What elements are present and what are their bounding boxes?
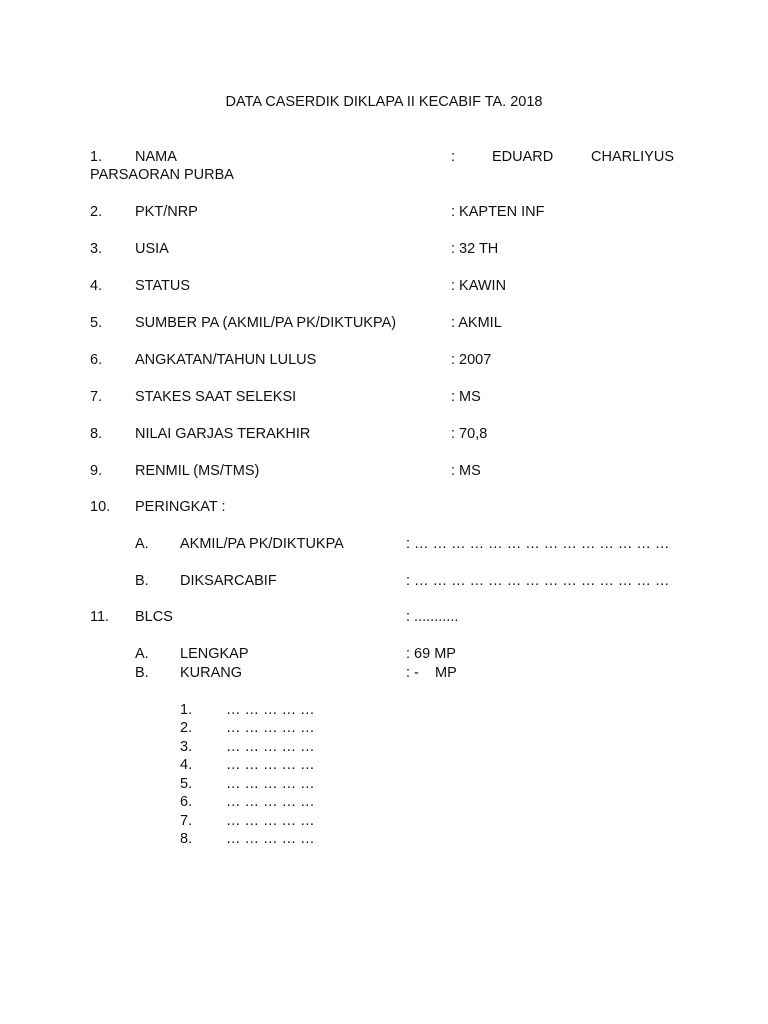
item-8-number: 8. [90,426,103,442]
page-title: DATA CASERDIK DIKLAPA II KECABIF TA. 2018 [225,94,543,110]
list-item-number: 7. [180,813,193,829]
blcs-a-label: LENGKAP [180,646,249,662]
item-5-label: SUMBER PA (AKMIL/PA PK/DIKTUKPA) [135,315,397,331]
item-4-number: 4. [90,278,103,294]
item-9-label: RENMIL (MS/TMS) [135,463,260,479]
item-9-value: : MS [451,463,481,479]
item-10-number: 10. [90,499,111,515]
item-6-label: ANGKATAN/TAHUN LULUS [135,352,317,368]
item-11-number: 11. [90,609,110,625]
item-4-value: : KAWIN [451,278,507,294]
item-1-value-first: EDUARD [492,149,554,165]
list-item-number: 2. [180,720,193,736]
item-1-number: 1. [90,149,103,165]
item-8-label: NILAI GARJAS TERAKHIR [135,426,311,442]
item-3-label: USIA [135,241,169,257]
item-8-value: : 70,8 [451,426,488,442]
peringkat-b-label: DIKSARCABIF [180,573,277,589]
item-4-label: STATUS [135,278,191,294]
item-11-label: BLCS [135,609,173,625]
blcs-b-value: : - MP [406,665,457,681]
item-1-value-continued: PARSAORAN PURBA [90,167,234,183]
list-item-number: 6. [180,794,193,810]
peringkat-a-letter: A. [135,536,149,552]
item-9-number: 9. [90,463,103,479]
list-item-value: … … … … … [226,831,315,847]
peringkat-a-value: : … … … … … … … … … … … … … … [406,536,670,552]
item-2-value: : KAPTEN INF [451,204,545,220]
list-item-number: 1. [180,702,193,718]
list-item-number: 4. [180,757,193,773]
item-7-label: STAKES SAAT SELEKSI [135,389,297,405]
list-item-value: … … … … … [226,702,315,718]
list-item-number: 3. [180,739,193,755]
item-7-number: 7. [90,389,103,405]
item-5-number: 5. [90,315,103,331]
list-item-value: … … … … … [226,776,315,792]
blcs-a-letter: A. [135,646,149,662]
peringkat-b-letter: B. [135,573,149,589]
item-11-value: : ........... [406,609,459,625]
item-2-number: 2. [90,204,103,220]
blcs-b-letter: B. [135,665,149,681]
item-10-label: PERINGKAT : [135,499,226,515]
item-2-label: PKT/NRP [135,204,198,220]
blcs-a-value: : 69 MP [406,646,456,662]
item-3-number: 3. [90,241,103,257]
item-5-value: : AKMIL [451,315,502,331]
blcs-b-label: KURANG [180,665,243,681]
list-item-number: 8. [180,831,193,847]
item-1-value-second: CHARLIYUS [591,149,674,165]
item-6-value: : 2007 [451,352,492,368]
list-item-value: … … … … … [226,813,315,829]
item-1-colon: : [451,149,456,165]
list-item-value: … … … … … [226,794,315,810]
item-1-label: NAMA [135,149,177,165]
item-6-number: 6. [90,352,103,368]
item-3-value: : 32 TH [451,241,499,257]
peringkat-b-value: : … … … … … … … … … … … … … … [406,573,670,589]
item-7-value: : MS [451,389,481,405]
peringkat-a-label: AKMIL/PA PK/DIKTUKPA [180,536,344,552]
list-item-number: 5. [180,776,193,792]
list-item-value: … … … … … [226,720,315,736]
list-item-value: … … … … … [226,739,315,755]
list-item-value: … … … … … [226,757,315,773]
